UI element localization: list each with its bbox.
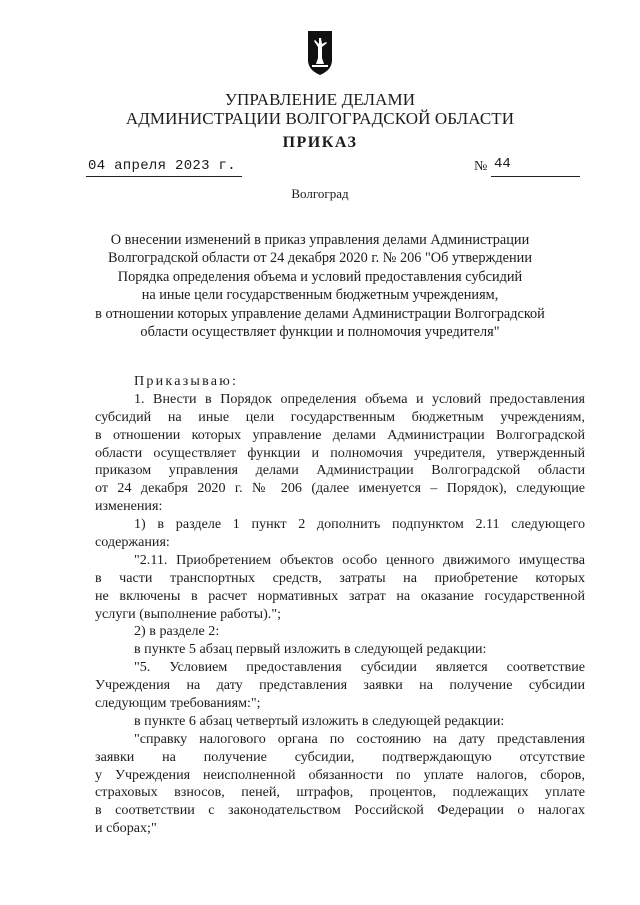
document-subject: [0, 231, 640, 341]
body-line: не включены в расчет нормативных затрат на оказание государственной: [95, 587, 585, 604]
body-line: "2.11. Приобретением объектов особо ценного движимого имущества: [134, 551, 585, 568]
body-line: 1) в разделе 1 пункт 2 дополнить подпунктом 2.11 следующего: [134, 516, 585, 533]
body-line: приказом управления делами Администрации Волгоградской области: [95, 462, 585, 479]
body-line: Приказываю:: [134, 373, 239, 389]
city: Волгоград: [291, 186, 349, 201]
subject-line: Волгоградской области от 24 декабря 2020 г. № 206 "Об утверждении: [108, 250, 532, 267]
document-body: [95, 373, 585, 838]
body-line: у Учреждения неисполненной обязанности по уплате налогов, сборов,: [95, 766, 585, 783]
subject-line: в отношении которых управление делами Администрации Волгоградской: [95, 305, 545, 322]
body-line: субсидий на иные цели государственным бюджетным учреждениям,: [95, 408, 585, 425]
body-line: в пункте 6 абзац четвертый изложить в следующей редакции:: [134, 712, 505, 729]
subject-line: О внесении изменений в приказ управления делами Администрации: [110, 232, 530, 248]
body-line: содержания:: [95, 534, 170, 551]
body-line: в пункте 5 абзац первый изложить в следующей редакции:: [134, 641, 487, 658]
body-line: в части транспортных средств, затраты на приобретение которых: [95, 569, 585, 586]
body-line: области осуществляет функции и полномочия учредителя, утвержденный: [95, 444, 585, 461]
document-number: 44: [494, 156, 511, 172]
body-line: заявки на получение субсидии, подтверждающую отсутствие: [95, 748, 585, 765]
body-line: 1. Внести в Порядок определения объема и условий предоставления: [134, 390, 585, 407]
body-line: в отношении которых управление делами Администрации Волгоградской: [95, 426, 585, 443]
number-sign: №: [474, 159, 488, 174]
body-line: от 24 декабря 2020 г. № 206 (далее именуется – Порядок), следующие: [95, 480, 585, 497]
body-line: страховых взносов, пеней, штрафов, процентов, подлежащих уплате: [95, 784, 585, 801]
document-type: ПРИКАЗ: [282, 134, 358, 151]
subject-line: области осуществляет функции и полномочия учредителя": [140, 324, 500, 341]
subject-line: Порядка определения объема и условий предоставления субсидий: [117, 268, 523, 285]
number-underline: [491, 176, 580, 177]
document-date: 04 апреля 2023 г.: [88, 158, 236, 174]
body-line: и сборах;": [95, 820, 157, 837]
subject-line: на иные цели государственным бюджетным учреждениям,: [141, 287, 499, 304]
org-name-line2: АДМИНИСТРАЦИИ ВОЛГОГРАДСКОЙ ОБЛАСТИ: [125, 109, 515, 128]
body-line: услуги (выполнение работы).";: [95, 605, 281, 622]
body-line: в соответствии с законодательством Российской Федерации о налогах: [95, 802, 585, 819]
date-underline: [86, 176, 242, 177]
body-line: 2) в разделе 2:: [134, 623, 220, 640]
volgograd-emblem-icon: [307, 30, 333, 76]
body-line: изменения:: [95, 498, 163, 515]
body-line: Учреждения на дату представления заявки на получение субсидии: [95, 677, 585, 694]
body-line: "5. Условием предоставления субсидии является соответствие: [134, 659, 585, 676]
body-line: "справку налогового органа по состоянию на дату представления: [134, 730, 585, 747]
org-name-line1: УПРАВЛЕНИЕ ДЕЛАМИ: [224, 90, 416, 109]
body-line: следующим требованиям:";: [95, 695, 261, 712]
